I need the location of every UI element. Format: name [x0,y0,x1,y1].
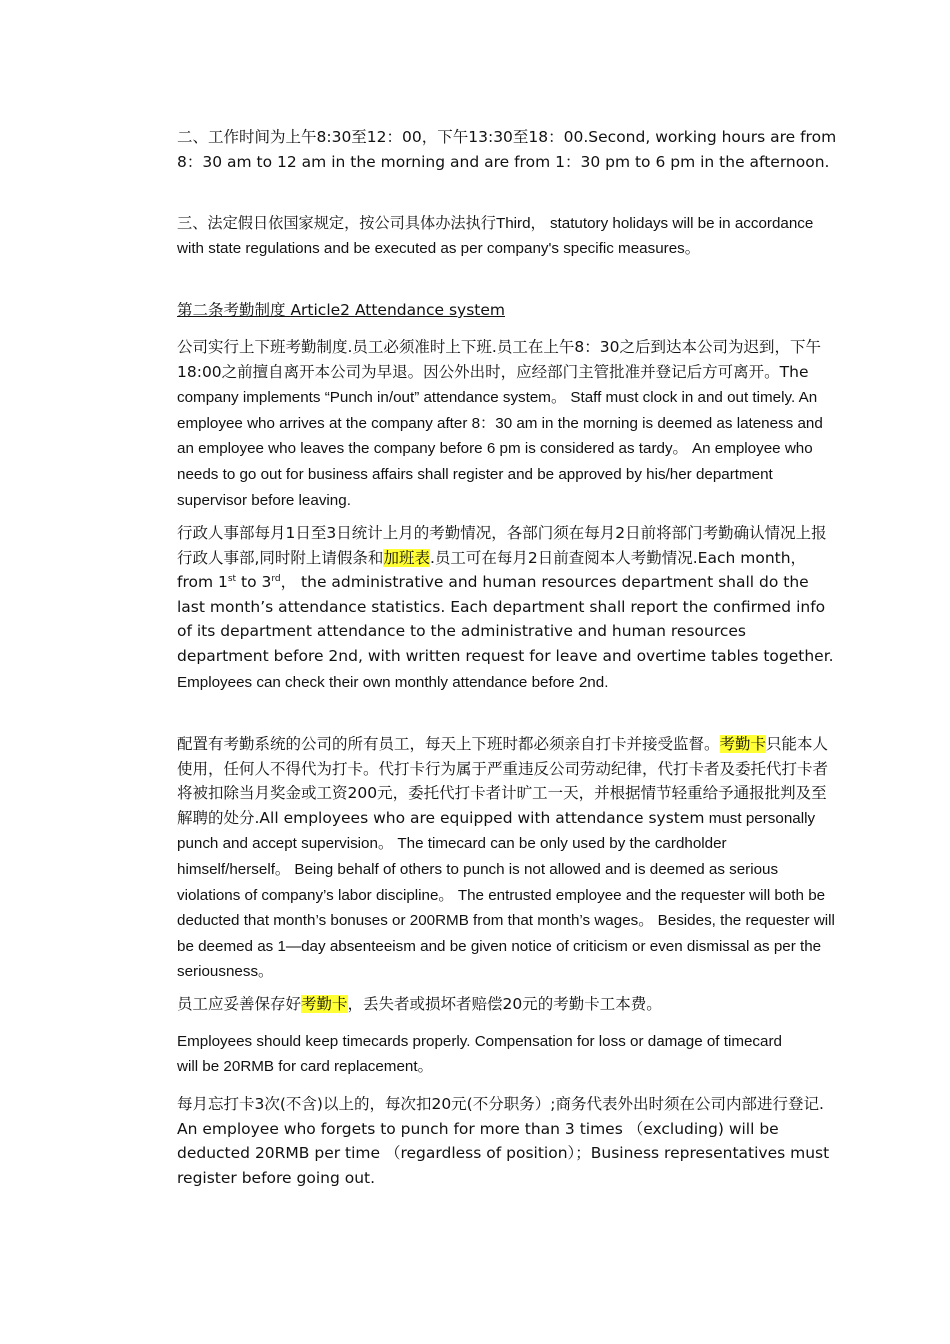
timecard-text-c: must personally punch and accept supervision。 The timecard can be only used by the cardholder himself/herself。 Being behalf of others to punch is not allowed and is deemed as serious violations of company’s labor discipline。 The entrusted employee and the requester will both be deducted that month’s bonuses or 200RMB from that month’s wages。 Besides, the requester will be deemed as 1—day absenteeism and be given notice of criticism or even dismissal as per the seriousness。 [177,809,835,981]
holidays-text-en: Third， statutory holidays will be in accordance with state regulations and be executed as per company's specific measures。 [177,215,814,257]
paragraph-timecard-care-cn [144,992,837,1017]
working-hours-text: 二、工作时间为上午8:30至12：00，下午13:30至18：00.Second, working hours are from 8：30 am to 12 am in the morning and are from 1：30 pm to 6 pm in the afternoon. [177,128,837,171]
holidays-text-cn: 三、法定假日依国家规定，按公司具体办法执行 [177,215,496,232]
paragraph-forget-punch [144,1092,837,1190]
heading-cn: 第二条考勤制度 [177,301,291,319]
care-text-a: 员工应妥善保存好 [177,995,302,1013]
paragraph-statutory-holidays [144,212,837,261]
stats-highlight: 加班表 [383,548,430,567]
stats-sup-rd: rd [271,574,281,585]
punch-text-cn: 公司实行上下班考勤制度.员工必须准时上下班.员工在上午8：30之后到达本公司为迟到，下午18:00之前擅自离开本公司为早退。因公外出时，应经部门主管批准并登记后方可离开。 [177,338,821,381]
stats-text-d: ， the administrative and human resources department shall do the last month’s attendance statistics. Each department shall report the confirmed info of its department attendance to the administrative and human resources department before 2nd, with written request for leave and overtime tables together. [177,573,834,665]
punch-text-the: The [779,362,809,381]
timecard-highlight: 考勤卡 [719,735,767,753]
section-heading [144,298,837,323]
care-text-b: ，丢失者或损坏者赔偿20元的考勤卡工本费。 [347,995,662,1013]
punch-text-en: company implements “Punch in/out” attendance system。 Staff must clock in and out timely. An employee who arrives at the company after 8：30 am in the morning is deemed as lateness and an employee who leaves the company before 6 pm is considered as tardy。 An employee who needs to go out for business affairs shall register and be approved by his/her department supervisor before leaving. [177,389,823,509]
timecard-text-b: 只能本人使用，任何人不得代为打卡。代打卡行为属于严重违反公司劳动纪律，代打卡者及委托代打卡者将被扣除当月奖金或工资200元，委托代打卡者计旷工一天，并根据情节轻重给予通报批判及至解聘的处分.All employees who are equipped with attendance system [177,735,829,827]
stats-text-b: .员工可在每月2日前查阅本人考勤情况.Each month， from 1 [177,548,807,592]
stats-sup-st: st [227,574,237,585]
paragraph-working-hours [144,125,837,174]
care-highlight: 考勤卡 [301,995,348,1013]
heading-en: Article2 Attendance system [290,301,505,319]
paragraph-timecard-rules [144,732,837,985]
care-text-en: Employees should keep timecards properly. Compensation for loss or damage of timecard will be 20RMB for card replacement。 [177,1033,782,1075]
paragraph-punch-system [144,335,837,513]
forget-punch-text: 每月忘打卡3次(不含)以上的，每次扣20元(不分职务）;商务代表外出时须在公司内部进行登记. An employee who forgets to punch for more than 3 times （excluding) will be deducted 20RMB per time （regardless of position）；Business representatives must register before going out. [177,1095,830,1187]
stats-text-e: Employees can check their own monthly attendance before 2nd. [177,673,609,691]
timecard-text-a: 配置有考勤系统的公司的所有员工，每天上下班时都必须亲自打卡并接受监督。 [177,735,720,753]
paragraph-timecard-care-en [177,1030,797,1079]
stats-text-a: 行政人事部每月1日至3日统计上月的考勤情况，各部门须在每月2日前将部门考勤确认情况上报行政人事部,同时附上请假条和 [177,524,827,567]
stats-text-c: to 3 [236,573,272,592]
paragraph-attendance-statistics [144,521,837,695]
